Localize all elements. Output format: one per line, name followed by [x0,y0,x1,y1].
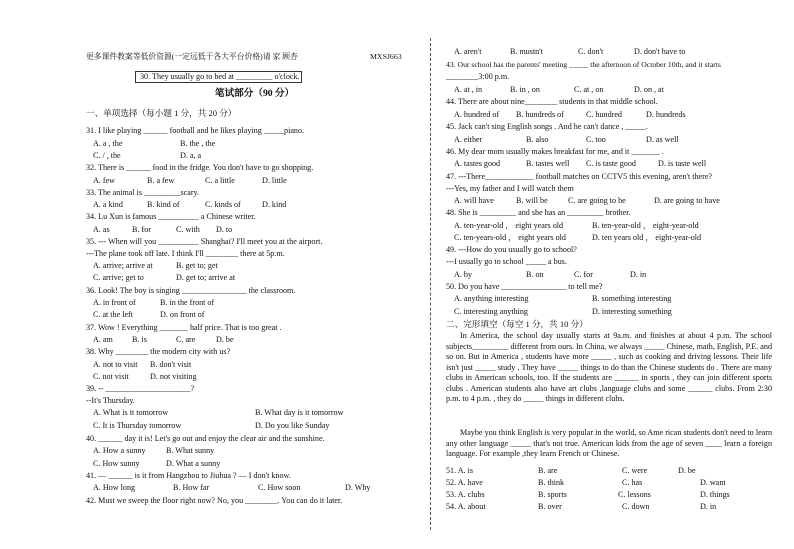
option: C. interesting anything [454,307,528,316]
question-42: 42. Must we sweep the floor right now? No, you ________. You can do it later. [86,496,343,505]
option: C. hundred [586,110,622,119]
question-36: 36. Look! The boy is singing ________________ the classroom. [86,286,296,295]
option: D. in [700,502,717,511]
option: B. get to; get [176,261,218,270]
option: B. something interesting [592,294,672,303]
section-2-title: 二、完形填空（每空 1 分，共 10 分） [446,319,588,329]
option: A. aren't [454,47,482,56]
cloze-passage-paragraph-2: Maybe you think English is very popular in the world, so Ame rican students don't need to learn any other language _____ that's not true. American kids from the age of seven ____ learn a foreign language. For example ,they learn French or Chinese. [446,428,772,458]
option: D. on front of [160,310,205,319]
option: C. arrive; get to [93,273,144,282]
question-47: 47. ---There____________ football matches on CCTV5 this evening, aren't there? [446,172,713,181]
question-44: 44. There are about nine________ students in that middle school. [446,97,658,106]
question-34: 34. Lu Xun is famous __________ a Chinese writer. [86,212,256,221]
question-33: 33. The animal is _________scary. [86,188,200,197]
option: D. get to; arrive at [176,273,236,282]
option: B. are [538,466,558,475]
option: D. Why [345,483,371,492]
option: B. think [538,478,565,487]
option: D. want [700,478,726,487]
option: A. a , the [93,139,123,148]
option: C. ten-years-old ， eight years old [454,233,566,242]
cloze-question-52: 52. A. have [446,478,483,487]
option: C. How sunny [93,459,140,468]
option: C. at the left [93,310,134,319]
question-43-line2: ________3:00 p.m. [446,72,510,81]
option: D. What a sunny [166,459,221,468]
column-divider [430,38,431,530]
option: B. mustn't [510,47,543,56]
option: C. at , on [574,85,604,94]
option: D. don't have to [634,47,686,56]
option: B. kind of [147,200,180,209]
question-40: 40. ______ day it is! Let's go out and enjoy the clear air and the sunshine. [86,434,325,443]
question-39: 39. -- _____________________? [86,384,195,393]
option: D. Do you like Sunday [255,421,330,430]
option: B. in the front of [160,298,215,307]
question-32: 32. There is ______ food in the fridge. You don't have to go shopping. [86,163,314,172]
document-code: MXSJ663 [370,52,402,61]
option: B. the , the [180,139,216,148]
option: C. is taste good [586,159,636,168]
option: A. ten-year-old ， eight years old [454,221,564,230]
cloze-question-54: 54. A. about [446,502,486,511]
option: D. not visiting [150,372,197,381]
question-46: 46. My dear mom usually makes breakfast for me, and it _______ . [446,147,664,156]
question-37: 37. Wow ! Everything _______ half price. That is too great . [86,323,282,332]
option: A. hundred of [454,110,500,119]
question-35-line2: ---The plane took off late. I think I'll ________ there at 5p.m. [86,249,285,258]
option: D. in [630,270,647,279]
option: C. kinds of [205,200,241,209]
option: A. am [93,335,113,344]
question-50: 50. Do you have ________________ to tell me? [446,282,603,291]
option: A. not to visit [93,360,138,369]
option: B. will be [516,196,548,205]
option: A. few [93,176,116,185]
option: C. don't [578,47,604,56]
option: D. be [678,466,696,475]
question-49-line2: ---I usually go to school _____ a bus. [446,257,567,266]
option: B. hundreds of [516,110,564,119]
option: B. How far [173,483,210,492]
option: C. It is Thursday tomorrow [93,421,182,430]
option: D. little [262,176,287,185]
option: A. will have [454,196,494,205]
option: A. a kind [93,200,123,209]
option: B. over [538,502,562,511]
page-header-promo: 更多课件教案等低价资源(一定远低于各大平台价格)请 家 顾杏 [86,52,298,61]
option: C. lessons [618,490,651,499]
option: D. ten years old ， eight-year-old [592,233,702,242]
question-30: 30. They usually go to bed at _________ o'clock. [140,72,300,81]
option: C. not visit [93,372,129,381]
option: B. What day is it tomorrow [255,408,344,417]
option: D. a, a [180,151,202,160]
option: C. How soon [258,483,301,492]
question-48: 48. She is _________ and she has an _________ brother. [446,208,631,217]
option: C. are [176,335,196,344]
section-1-title: 一、单项选择（每小题 1 分，共 20 分） [86,108,237,118]
option: A. tastes good [454,159,501,168]
option: D. is taste well [658,159,707,168]
option: D. hundreds [646,110,686,119]
option: C. too [586,135,606,144]
option: C. for [574,270,593,279]
question-49: 49. ---How do you usually go to school? [446,245,577,254]
option: A. How a sunny [93,446,146,455]
option: B. a few [147,176,175,185]
option: D. on , at [634,85,664,94]
option: C. down [622,502,650,511]
option: B. don't visit [150,360,192,369]
option: B. in , on [510,85,540,94]
option: D. interesting something [592,307,672,316]
option: C. with [176,225,200,234]
option: A. What is it tomorrow [93,408,169,417]
question-38: 38. Why ________ the modern city with us? [86,347,231,356]
option: C. were [622,466,648,475]
question-39-line2: --It's Thursday. [86,396,135,405]
option: A. How long [93,483,136,492]
option: B. on [526,270,544,279]
option: B. also [526,135,549,144]
question-43: 43. Our school has the parents' meeting _____ the afternoon of October 10th, and it starts [446,60,721,69]
option: B. sports [538,490,567,499]
option: C. a little [205,176,235,185]
question-31: 31. I like playing ______ football and he likes playing _____piano. [86,126,305,135]
option: C. / , the [93,151,121,160]
question-45: 45. Jack can't sing English songs . And he can't dance , _____. [446,122,648,131]
exam-part-title: 笔试部分（90 分） [215,88,295,99]
option: B. for [132,225,151,234]
question-47-line2: ---Yes, my father and I will watch them [446,184,574,193]
option: A. at , in [454,85,483,94]
question-35: 35. --- When will you __________ Shanghai? I'll meet you at the airport. [86,237,323,246]
option: A. in front of [93,298,136,307]
option: A. either [454,135,483,144]
option: A. by [454,270,472,279]
option: D. are going to have [654,196,720,205]
question-41: 41. — ______ is it from Hangzhou to Jiuhua ? — I don't know. [86,471,291,480]
option: B. is [132,335,147,344]
option: A. anything interesting [454,294,529,303]
option: A. as [93,225,110,234]
option: B. ten-year-old ， eight-year-old [592,221,699,230]
option: D. to [216,225,233,234]
cloze-passage-paragraph-1: In America, the school day usually starts at 9a.m. and finishes at about 4 p.m. The school subjects_________ different from ours. In China, we always _____ Chinese, math, English, P.E. and so on. But in America , students have more _____ , such as cooking and driving lessons. Their life isn't just _____ study . They have _____ things to do than the Chinese students do . There are many clubs in American schools, too. If the students are ______ in sports , they can join different sports clubs . American students also have art clubs ,language clubs and some ______ clubs. From 2:30 p.m. to 4 p.m. , they do _____ things in different clubs. [446,331,772,403]
option: C. are going to be [568,196,626,205]
option: B. What sunny [166,446,215,455]
cloze-question-51: 51. A. is [446,466,473,475]
option: C. has [622,478,643,487]
option: D. be [216,335,234,344]
option: A. arrive; arrive at [93,261,153,270]
option: D. things [700,490,730,499]
option: B. tastes well [526,159,570,168]
option: D. kind [262,200,287,209]
option: D. as well [646,135,679,144]
cloze-question-53: 53. A. clubs [446,490,485,499]
